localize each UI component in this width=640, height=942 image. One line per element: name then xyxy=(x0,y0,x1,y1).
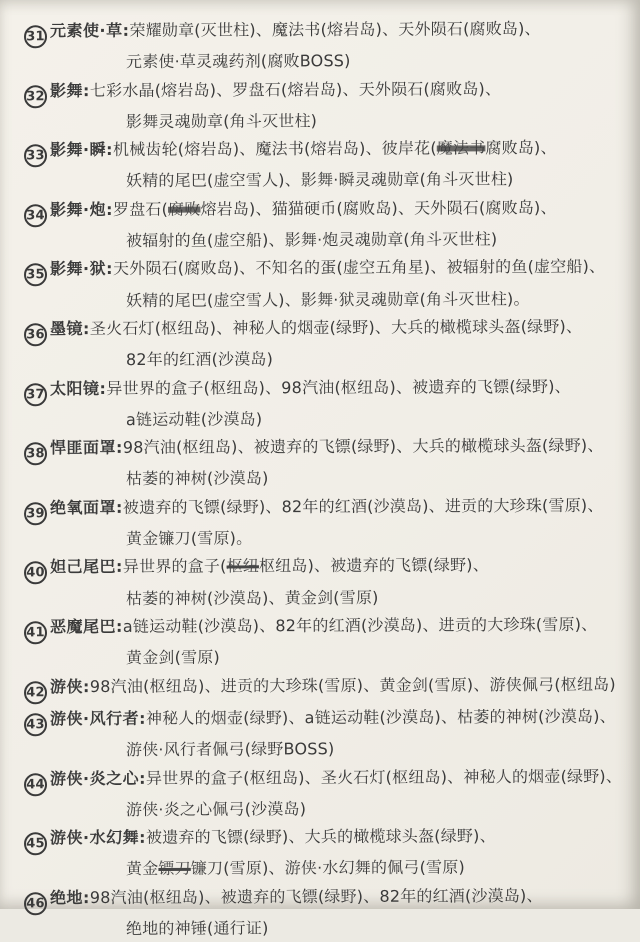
entry-continuation-line xyxy=(126,583,632,613)
entry-text xyxy=(146,766,622,787)
entry-text: 98汽油(枢纽岛)、进贡的大珍珠(雪原)、黄金剑(雪原)、游侠佩弓(枢纽岛) xyxy=(89,674,616,696)
list-item xyxy=(24,612,632,671)
entry-continuation-line xyxy=(126,404,632,434)
entry-text: 82年的红酒(沙漠岛) xyxy=(125,349,274,370)
entry-first-line xyxy=(24,253,632,287)
entry-text xyxy=(90,674,616,695)
entry-title: 元素使·草: xyxy=(49,20,130,41)
entry-number-badge: 31 xyxy=(24,25,47,48)
entry-title: 妲己尾巴: xyxy=(49,557,123,577)
entry-continuation-line xyxy=(126,794,632,824)
entry-continuation-line xyxy=(126,463,632,493)
entry-first-line xyxy=(24,492,632,526)
entry-first-line xyxy=(24,313,632,347)
entry-text xyxy=(113,198,557,219)
entry-text: 98汽油(枢纽岛)、被遗弃的飞镖(绿野)、82年的红酒(沙漠岛)、 xyxy=(89,885,543,907)
entry-text xyxy=(90,79,501,100)
entry-title: 影舞·炮: xyxy=(49,199,114,220)
entry-first-line xyxy=(24,703,632,737)
entry-text-struck: 魔法书 xyxy=(436,138,486,158)
entry-text: 异世界的盒子(枢纽岛)、98汽油(枢纽岛)、被遗弃的飞镖(绿野)、 xyxy=(106,376,571,398)
entry-title: 影舞·瞬: xyxy=(49,140,114,160)
entry-text-struck: 腐败 xyxy=(167,199,201,219)
list-item xyxy=(24,823,632,882)
entry-first-line xyxy=(24,551,632,585)
entry-first-line xyxy=(24,372,632,406)
entry-text: 黄金剑(雪原) xyxy=(125,647,220,668)
entry-continuation-line xyxy=(126,734,632,764)
entry-first-line xyxy=(24,762,632,796)
entry-number-badge: 33 xyxy=(24,145,47,168)
entry-text: 被辐射的鱼(虚空船)、影舞·炮灵魂勋章(角斗灭世柱) xyxy=(125,229,498,251)
entry-text xyxy=(106,377,571,398)
entry-number-badge: 37 xyxy=(24,383,47,406)
entry-text xyxy=(123,496,604,517)
list-item xyxy=(24,764,632,823)
entry-first-line xyxy=(24,194,632,228)
entry-text: 被遗弃的飞镖(绿野)、82年的红酒(沙漠岛)、进贡的大珍珠(雪原)、 xyxy=(122,495,604,517)
list-item xyxy=(24,76,632,135)
entry-text: 天外陨石(腐败岛)、不知名的蛋(虚空五角星)、被辐射的鱼(虚空船)、 xyxy=(112,257,606,279)
entry-title: 绝氧面罩: xyxy=(49,497,123,518)
entry-continuation-line xyxy=(126,523,632,553)
entry-text: a链运动鞋(沙漠岛) xyxy=(125,409,263,429)
entry-title: 游侠·炎之心: xyxy=(49,768,147,788)
entry-continuation-line xyxy=(126,285,632,315)
entry-text xyxy=(90,886,543,907)
list-item xyxy=(24,374,632,433)
entry-first-line xyxy=(24,432,632,466)
entry-text xyxy=(90,317,582,338)
entry-text xyxy=(129,19,540,40)
entry-text: 元素使·草灵魂药剂(腐败BOSS) xyxy=(125,51,351,72)
entry-text: 神秘人的烟壶(绿野)、a链运动鞋(沙漠岛)、枯萎的神树(沙漠岛)、 xyxy=(145,706,616,728)
entry-number-badge: 44 xyxy=(24,773,47,796)
entry-text: 七彩水晶(熔岩岛)、罗盘石(熔岩岛)、天外陨石(腐败岛)、 xyxy=(89,78,502,100)
entry-number-badge: 41 xyxy=(24,622,47,645)
entry-title: 游侠·水幻舞: xyxy=(49,827,147,848)
entry-number-badge: 40 xyxy=(24,562,47,585)
entry-text: 熔岩岛)、猫猫硬币(腐败岛)、天外陨石(腐败岛)、 xyxy=(200,197,557,219)
entry-continuation-line xyxy=(126,913,632,942)
entry-text xyxy=(113,138,557,159)
list-item xyxy=(24,433,632,492)
entry-title: 游侠: xyxy=(49,676,90,696)
entry-text xyxy=(123,615,598,636)
list-item xyxy=(24,314,632,373)
entry-first-line xyxy=(24,74,632,108)
entry-text: 机械齿轮(熔岩岛)、魔法书(熔岩岛)、彼岸花( xyxy=(112,138,437,160)
entry-text: 98汽油(枢纽岛)、被遗弃的飞镖(绿野)、大兵的橄榄球头盔(绿野)、 xyxy=(122,436,604,458)
entry-number-badge: 45 xyxy=(24,833,47,856)
list-item xyxy=(24,254,632,313)
entry-text xyxy=(113,257,605,278)
entry-text-struck: 镖刀 xyxy=(158,859,191,879)
entry-first-line xyxy=(24,881,632,915)
entry-text xyxy=(146,707,616,728)
entry-text: 腐败岛)、 xyxy=(485,138,557,158)
entry-continuation-line xyxy=(126,642,632,672)
list-item xyxy=(24,16,632,75)
entry-text: 绝地的神锤(通行证) xyxy=(125,918,269,939)
entry-text: 镰刀(雪原)、游侠·水幻舞的佩弓(雪原) xyxy=(190,857,465,879)
entry-continuation-line xyxy=(126,106,632,136)
entry-title: 游侠·风行者: xyxy=(49,708,147,729)
entry-number-badge: 36 xyxy=(24,323,47,346)
entry-text: 妖精的尾巴(虚空雪人)、影舞·狱灵魂勋章(角斗灭世柱)。 xyxy=(125,288,530,310)
entry-first-line xyxy=(24,134,632,168)
entry-text: 枯萎的神树(沙漠岛)、黄金剑(雪原) xyxy=(125,587,379,608)
entry-text: 黄金 xyxy=(125,859,159,879)
entry-text: 妖精的尾巴(虚空雪人)、影舞·瞬灵魂勋章(角斗灭世柱) xyxy=(125,169,514,191)
entry-title: 太阳镜: xyxy=(49,378,107,398)
entry-text: 被遗弃的飞镖(绿野)、大兵的橄榄球头盔(绿野)、 xyxy=(145,826,496,847)
entry-number-badge: 46 xyxy=(24,892,47,915)
entry-number-badge: 32 xyxy=(24,85,47,108)
entry-continuation-line xyxy=(126,853,632,883)
list-item xyxy=(24,195,632,254)
entry-text: 异世界的盒子( xyxy=(122,556,227,577)
entry-number-badge: 34 xyxy=(24,204,47,227)
list-item xyxy=(24,135,632,194)
entry-text xyxy=(123,436,604,457)
entry-number-badge: 43 xyxy=(24,713,47,736)
entry-text xyxy=(146,826,496,847)
entry-text: 游侠·炎之心佩弓(沙漠岛) xyxy=(125,799,307,819)
entry-title: 影舞: xyxy=(49,80,90,100)
entry-text: 枯萎的神树(沙漠岛) xyxy=(125,468,269,489)
entry-number-badge: 39 xyxy=(24,502,47,525)
entry-text: 枢纽岛)、被遗弃的飞镖(绿野)、 xyxy=(258,555,489,576)
list-item xyxy=(24,883,632,942)
list-item xyxy=(24,672,632,703)
list-item xyxy=(24,704,632,763)
entry-text-struck: 枢纽 xyxy=(226,556,260,576)
entry-text xyxy=(123,556,489,577)
entry-list xyxy=(24,16,632,941)
entry-continuation-line xyxy=(126,344,632,374)
entry-continuation-line xyxy=(126,225,632,255)
entry-title: 墨镜: xyxy=(49,319,90,339)
entry-text: 游侠·风行者佩弓(绿野BOSS) xyxy=(125,739,335,760)
entry-number-badge: 38 xyxy=(24,443,47,466)
entry-text: 圣火石灯(枢纽岛)、神秘人的烟壶(绿野)、大兵的橄榄球头盔(绿野)、 xyxy=(89,316,583,339)
entry-number-badge: 35 xyxy=(24,264,47,287)
entry-title: 影舞·狱: xyxy=(49,259,114,279)
entry-text: a链运动鞋(沙漠岛)、82年的红酒(沙漠岛)、进贡的大珍珠(雪原)、 xyxy=(122,614,598,636)
entry-continuation-line xyxy=(126,165,632,195)
entry-text: 黄金镰刀(雪原)。 xyxy=(125,528,253,549)
entry-continuation-line xyxy=(126,46,632,76)
entry-first-line xyxy=(24,15,632,49)
list-item xyxy=(24,552,632,611)
entry-text: 异世界的盒子(枢纽岛)、圣火石灯(枢纽岛)、神秘人的烟壶(绿野)、 xyxy=(145,766,623,788)
entry-first-line xyxy=(24,822,632,856)
entry-number-badge: 42 xyxy=(24,681,47,704)
entry-text: 影舞灵魂勋章(角斗灭世柱) xyxy=(125,111,318,131)
entry-title: 恶魔尾巴: xyxy=(49,616,123,637)
entry-first-line xyxy=(24,611,632,645)
entry-title: 悍匪面罩: xyxy=(49,438,123,458)
list-item xyxy=(24,493,632,552)
entry-first-line xyxy=(24,670,632,704)
entry-text: 荣耀勋章(灭世柱)、魔法书(熔岩岛)、天外陨石(腐败岛)、 xyxy=(129,19,541,40)
entry-title: 绝地: xyxy=(49,887,90,907)
entry-text: 罗盘石( xyxy=(112,199,169,219)
